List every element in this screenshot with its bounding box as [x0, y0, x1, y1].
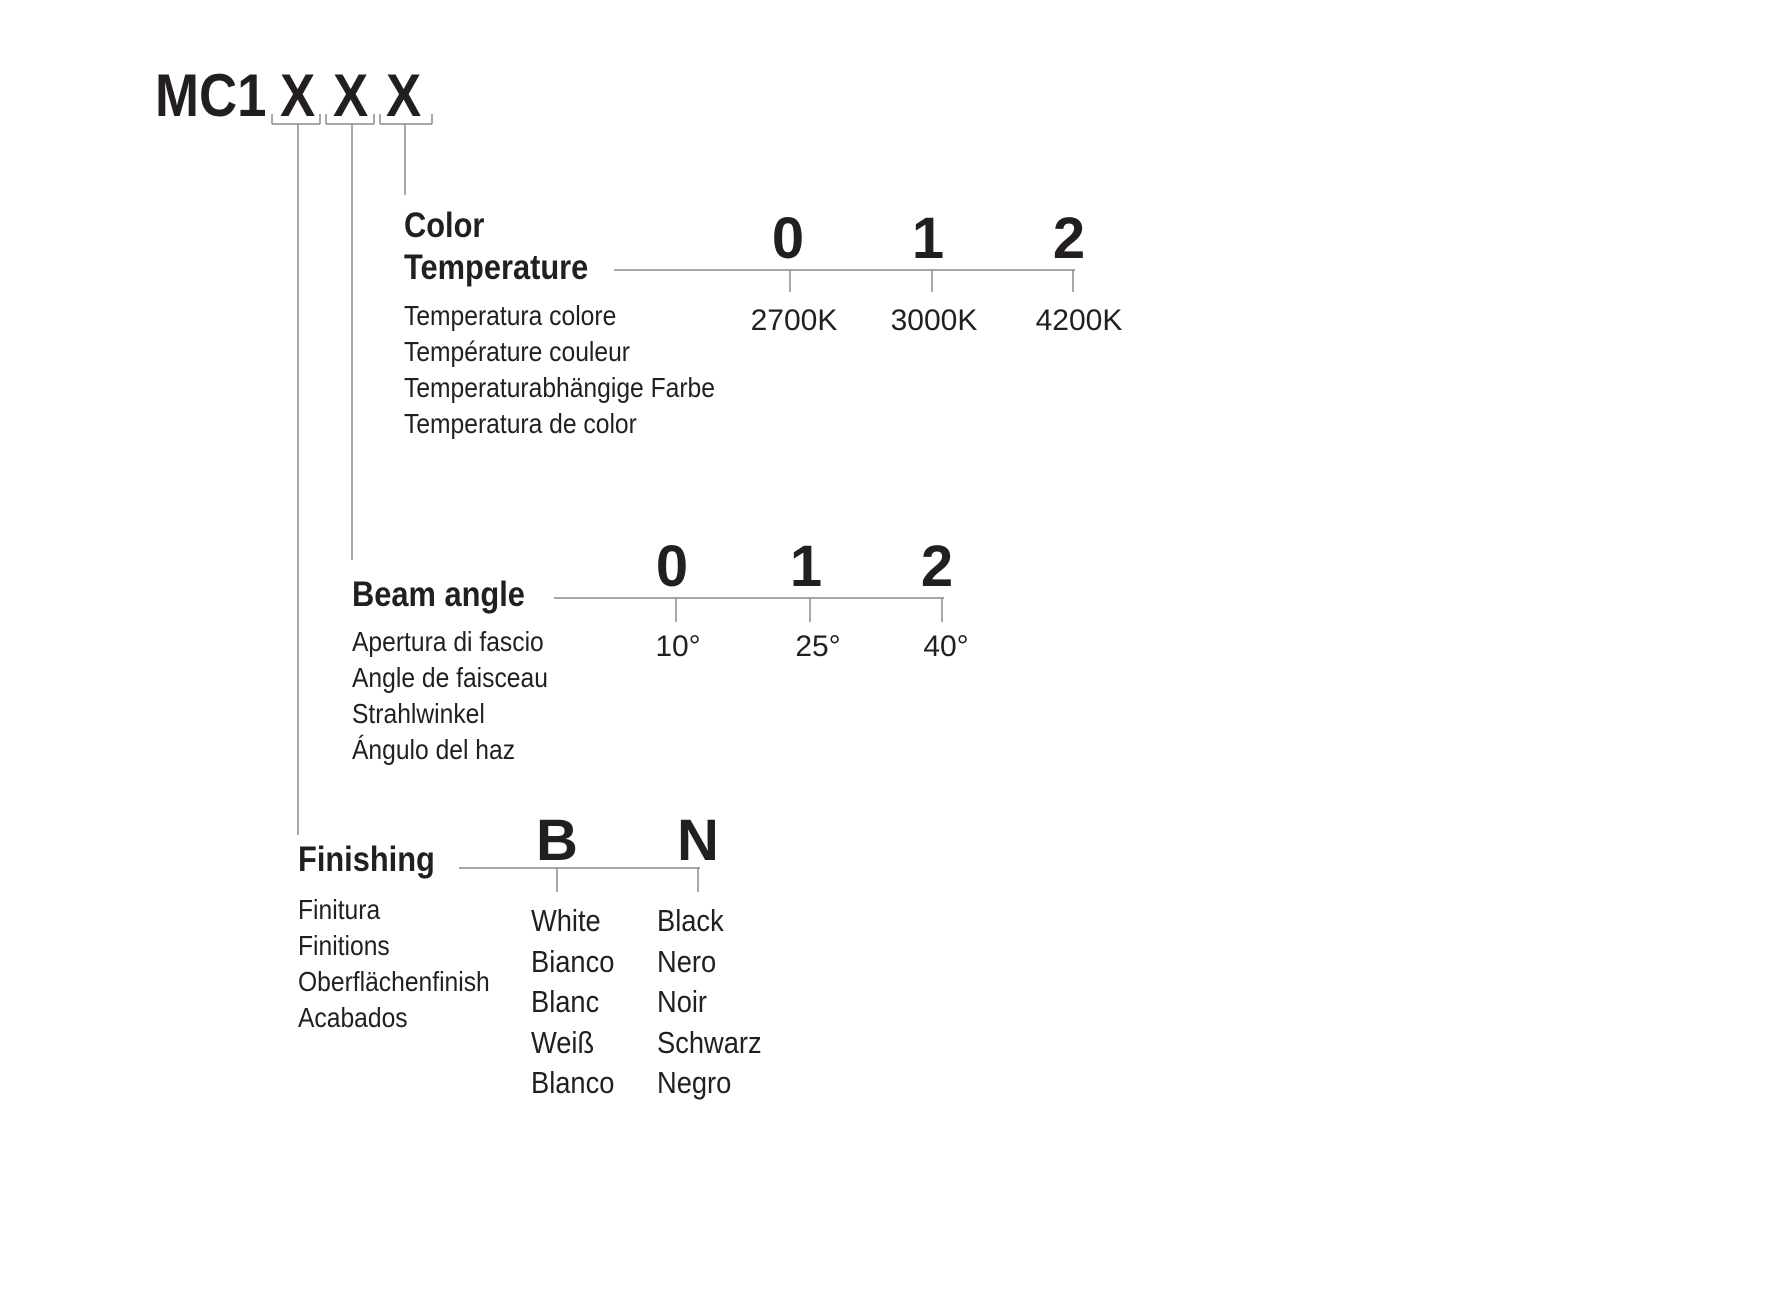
color-temperature-value-2: 4200K: [1035, 304, 1123, 337]
finishing-white-value: Weiß: [531, 1025, 595, 1060]
beam-angle-value-0: 10°: [655, 630, 701, 663]
beam-angle-translation: Strahlwinkel: [352, 698, 485, 729]
finishing-translation: Finitions: [298, 930, 390, 961]
finishing-white-value: Blanco: [531, 1065, 615, 1100]
color-temperature-code-1: 1: [911, 206, 945, 271]
beam-angle-code-2: 2: [920, 534, 954, 599]
finishing-translation: Acabados: [298, 1002, 408, 1033]
beam-angle-code-1: 1: [789, 534, 823, 599]
code-slot-finishing: X: [280, 62, 316, 129]
code-slot-beam-angle: X: [333, 62, 369, 129]
finishing-translation: Oberflächenfinish: [298, 966, 490, 997]
beam-angle-translation: Ángulo del haz: [352, 734, 516, 765]
finishing-black-value: Black: [657, 903, 724, 938]
color-temperature-code-0: 0: [771, 206, 805, 271]
beam-angle-translation: Apertura di fascio: [352, 626, 544, 657]
code-slot-color-temperature: X: [386, 62, 422, 129]
finishing-black-value: Negro: [657, 1065, 732, 1100]
color-temperature-value-1: 3000K: [890, 304, 978, 337]
color-temperature-heading-line1: Color: [404, 206, 485, 245]
finishing-black-value: Nero: [657, 944, 717, 979]
finishing-code-n: N: [677, 808, 719, 873]
finishing-code-b: B: [536, 808, 578, 873]
finishing-black-value: Noir: [657, 984, 708, 1019]
beam-angle-value-1: 25°: [795, 630, 841, 663]
color-temperature-translation: Température couleur: [404, 336, 630, 367]
beam-angle-heading: Beam angle: [352, 575, 525, 614]
color-temperature-value-0: 2700K: [750, 304, 838, 337]
color-temperature-translation: Temperatura colore: [404, 300, 617, 331]
color-temperature-translation: Temperatura de color: [404, 408, 637, 439]
color-temperature-code-2: 2: [1052, 206, 1086, 271]
color-temperature-heading-line2: Temperature: [404, 248, 589, 287]
finishing-white-value: Bianco: [531, 944, 615, 979]
code-prefix: MC1: [155, 62, 267, 129]
finishing-white-value: Blanc: [531, 984, 600, 1019]
color-temperature-translation: Temperaturabhängige Farbe: [404, 372, 715, 403]
finishing-black-value: Schwarz: [657, 1025, 762, 1060]
finishing-translation: Finitura: [298, 894, 381, 925]
finishing-heading: Finishing: [298, 840, 435, 879]
finishing-white-value: White: [531, 903, 601, 938]
beam-angle-value-2: 40°: [923, 630, 969, 663]
beam-angle-translation: Angle de faisceau: [352, 662, 548, 693]
beam-angle-code-0: 0: [655, 534, 689, 599]
